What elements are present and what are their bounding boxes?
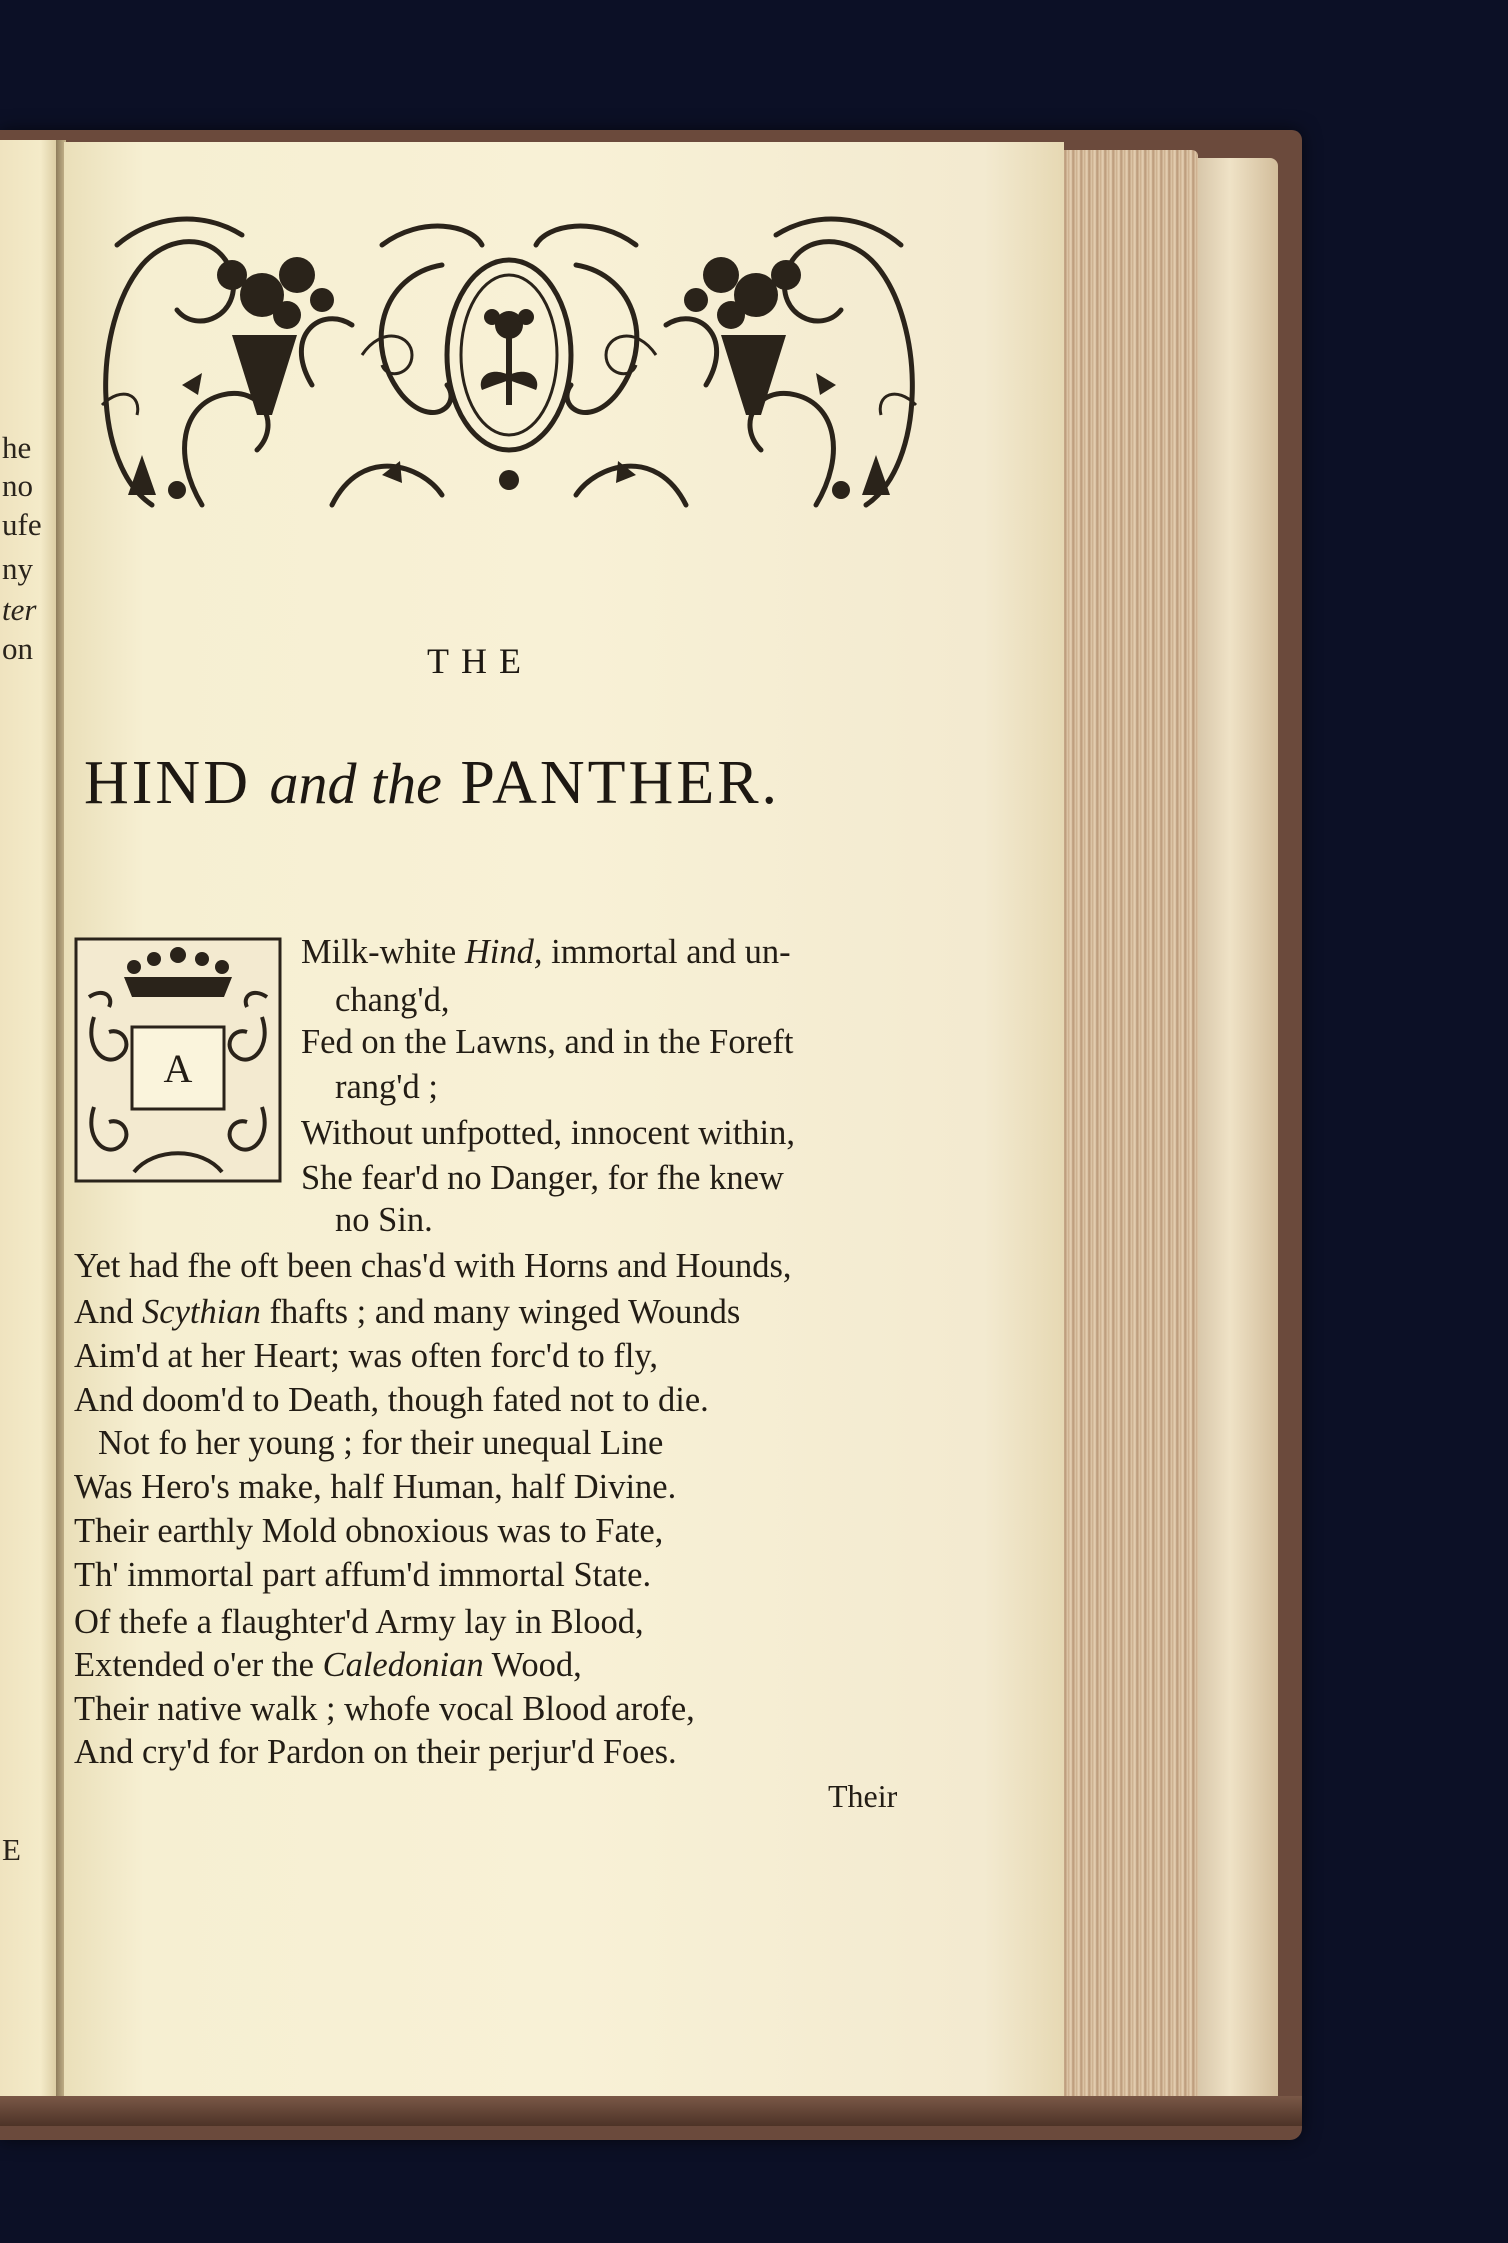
poem-line: Without unfpotted, innocent within, <box>301 1114 796 1152</box>
poem-line: Their earthly Mold obnoxious was to Fate, <box>74 1512 664 1550</box>
title-hind: HIND <box>84 749 251 817</box>
left-page-fragment: ny <box>2 551 33 586</box>
poem-line: Yet had fhe oft been chas'd with Horns and Hounds, <box>74 1247 792 1285</box>
title-the: THE <box>427 641 533 681</box>
poem-line: Extended o'er the Caledonian Wood, <box>74 1646 582 1684</box>
poem-line: Was Hero's make, half Human, half Divine. <box>74 1468 677 1506</box>
drop-cap-letter: A <box>163 1046 193 1091</box>
title-panther: PANTHER. <box>460 749 781 817</box>
poem-line: Fed on the Lawns, and in the Foreft <box>301 1023 794 1061</box>
poem-line: Of thefe a flaughter'd Army lay in Blood, <box>74 1603 644 1641</box>
poem-line: Aim'd at her Heart; was often forc'd to fly, <box>74 1337 659 1375</box>
poem-line: Their native walk ; whofe vocal Blood arofe, <box>74 1690 695 1728</box>
left-page-fragment: ter <box>2 592 37 627</box>
poem-line: Th' immortal part affum'd immortal State. <box>74 1556 652 1594</box>
poem-line: chang'd, <box>335 981 450 1019</box>
poem-line: She fear'd no Danger, for fhe knew <box>301 1159 784 1197</box>
catchword: Their <box>828 1778 898 1814</box>
left-page-fragment: ufe <box>2 507 42 542</box>
bottom-board-edge <box>0 2096 1302 2126</box>
back-board-edge <box>1198 158 1278 2118</box>
poem-line: no Sin. <box>335 1201 433 1239</box>
page-fore-edge <box>1052 150 1198 2126</box>
poem-line: And doom'd to Death, though fated not to die. <box>74 1381 709 1419</box>
ornamental-headpiece <box>82 205 936 517</box>
left-page-fragment: on <box>2 631 33 666</box>
decorated-initial <box>74 937 282 1183</box>
poem-line: And cry'd for Pardon on their perjur'd Foes. <box>74 1733 677 1771</box>
title-and-the: and the <box>269 751 442 816</box>
page-title <box>84 748 944 819</box>
left-page-fragment: E <box>2 1832 21 1867</box>
left-page-fragment: no <box>2 468 33 503</box>
poem-line: rang'd ; <box>335 1068 438 1106</box>
poem-line: Milk-white Hind, immortal and un- <box>301 933 791 971</box>
left-page-fragment: he <box>2 430 32 465</box>
poem-line: Not fo her young ; for their unequal Line <box>98 1424 664 1462</box>
poem-line: And Scythian fhafts ; and many winged Wounds <box>74 1293 741 1331</box>
left-page-edge <box>0 140 58 2100</box>
